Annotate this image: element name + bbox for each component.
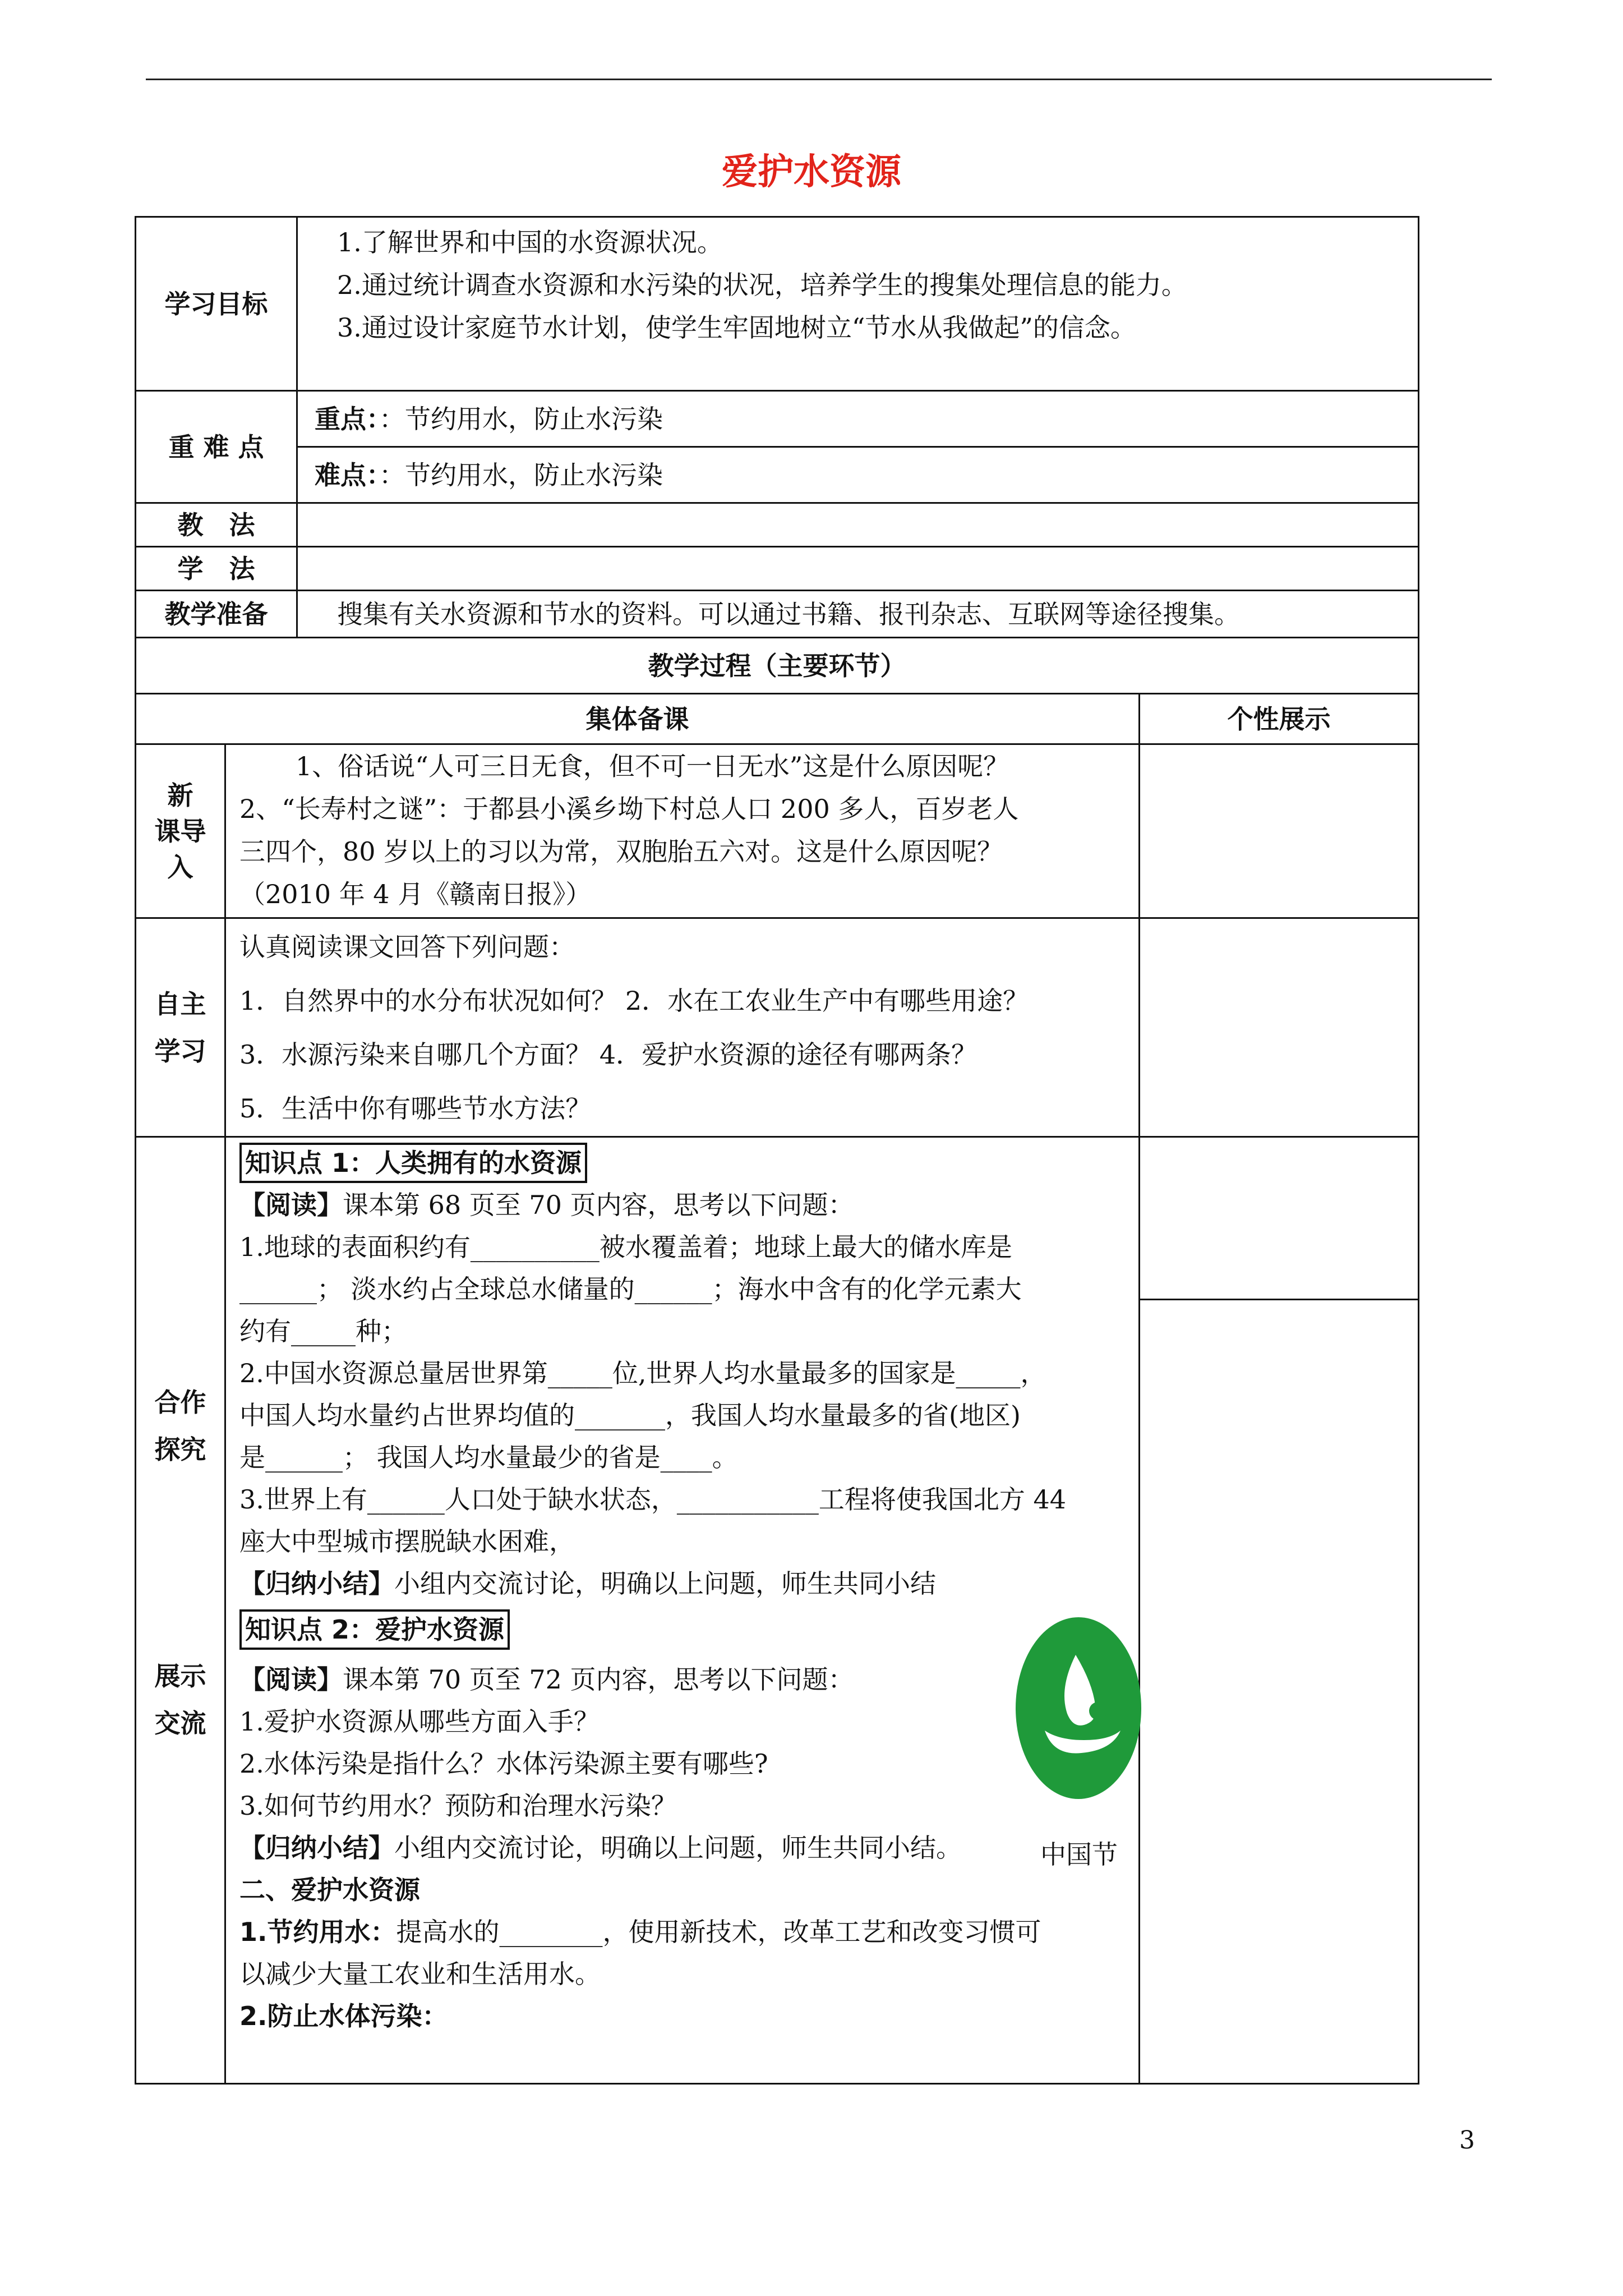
self-study-content — [225, 918, 1140, 1137]
self-study-line: 3．水源污染来自哪几个方面？ 4．爱护水资源的途径有哪两条？ — [239, 1039, 978, 1070]
difficulty-cell — [297, 447, 1419, 503]
lesson-plan-table — [135, 216, 1419, 2085]
kp1-line: 3.世界上有______人口处于缺水状态，___________工程将使我国北方 44 — [239, 1484, 1067, 1515]
kp1-summary: 【归纳小结】小组内交流讨论，明确以上问题，师生共同小结 — [239, 1568, 936, 1599]
difficulty-label: 难点： — [315, 459, 379, 490]
goal-item: 3.通过设计家庭节水计划，使学生牢固地树立“节水从我做起”的信念。 — [337, 312, 1136, 343]
intro-label: 新 课导 入 — [136, 744, 225, 918]
save-water-line-2: 以减少大量工农业和生活用水。 — [239, 1959, 601, 1989]
logo-inner-dot — [1089, 1702, 1107, 1720]
intro-line: （2010 年 4 月《赣南日报》） — [239, 879, 592, 909]
learn-method-row — [136, 547, 1419, 591]
section2-title: 二、爱护水资源 — [239, 1875, 420, 1905]
prevent-pollution: 2.防止水体污染： — [239, 2001, 448, 2031]
explore-content — [225, 1137, 1140, 2084]
process-header-row — [136, 638, 1419, 694]
process-header: 教学过程（主要环节） — [136, 638, 1419, 694]
self-study-personal — [1140, 918, 1419, 1137]
kp2-summary: 【归纳小结】小组内交流讨论，明确以上问题，师生共同小结。 — [239, 1833, 962, 1863]
kp1-line: 2.中国水资源总量居世界第_____位,世界人均水量最多的国家是_____， — [239, 1358, 1046, 1388]
kp1-line: 1.地球的表面积约有__________被水覆盖着；地球上最大的储水库是 — [239, 1232, 1012, 1262]
self-study-row — [136, 918, 1419, 1137]
focus-label: 重点： — [315, 403, 379, 434]
prep-content: 搜集有关水资源和节水的资料。可以通过书籍、报刊杂志、互联网等途径搜集。 — [297, 591, 1419, 638]
logo-caption: 中国节 — [1040, 1839, 1118, 1870]
learn-method-content — [297, 547, 1419, 591]
intro-content — [225, 744, 1140, 918]
focus-text: ：节约用水，防止水污染 — [379, 403, 663, 434]
self-study-line: 认真阅读课文回答下列问题： — [239, 931, 575, 962]
intro-personal — [1140, 744, 1419, 918]
goal-item: 1.了解世界和中国的水资源状况。 — [337, 227, 723, 257]
prep-row — [136, 591, 1419, 638]
goals-content — [297, 217, 1419, 391]
prep-label: 教学准备 — [136, 591, 297, 638]
difficulty-text: ：节约用水，防止水污染 — [379, 459, 663, 490]
learn-method-label: 学 法 — [136, 547, 297, 591]
difficulty-row — [136, 447, 1419, 503]
page-title: 爱护水资源 — [722, 151, 901, 193]
intro-line: 1、俗话说“人可三日无食，但不可一日无水”这是什么原因呢？ — [296, 751, 1009, 781]
self-study-label: 自主 学习 — [136, 918, 225, 1137]
kp2-title: 知识点 2：爱护水资源 — [239, 1609, 510, 1650]
explore-row-top — [136, 1137, 1419, 1300]
process-columns-row — [136, 694, 1419, 744]
intro-line: 2、“长寿村之谜”：于都县小溪乡坳下村总人口 200 多人，百岁老人 — [239, 794, 1019, 824]
self-study-line: 5．生活中你有哪些节水方法？ — [239, 1093, 592, 1124]
goals-row — [136, 217, 1419, 391]
goal-item: 2.通过统计调查水资源和水污染的状况，培养学生的搜集处理信息的能力。 — [337, 270, 1187, 300]
water-saving-logo — [1014, 1616, 1143, 1801]
focus-row — [136, 391, 1419, 447]
kp1-title: 知识点 1：人类拥有的水资源 — [239, 1143, 587, 1183]
kp1-line: 座大中型城市摆脱缺水困难， — [239, 1526, 575, 1557]
header-rule — [146, 79, 1492, 80]
teach-method-label: 教 法 — [136, 503, 297, 547]
goals-label: 学习目标 — [136, 217, 297, 391]
self-study-line: 1．自然界中的水分布状况如何？ 2．水在工农业生产中有哪些用途？ — [239, 985, 1029, 1016]
teach-method-row — [136, 503, 1419, 547]
kp2-line: 2.水体污染是指什么？水体污染源主要有哪些? — [239, 1749, 768, 1779]
focus-cell — [297, 391, 1419, 447]
teach-method-content — [297, 503, 1419, 547]
col-header-main: 集体备课 — [136, 694, 1140, 744]
page-number: 3 — [1459, 2126, 1475, 2155]
kp2-read: 【阅读】课本第 70 页至 72 页内容，思考以下问题： — [239, 1664, 854, 1695]
kp1-read: 【阅读】课本第 68 页至 70 页内容，思考以下问题： — [239, 1190, 854, 1220]
kp2-line: 1.爱护水资源从哪些方面入手？ — [239, 1706, 600, 1737]
intro-row — [136, 744, 1419, 918]
explore-personal-bottom — [1140, 1300, 1419, 2084]
save-water-line: 1.节约用水：提高水的________，使用新技术，改革工艺和改变习惯可 — [239, 1917, 1041, 1947]
explore-personal-top — [1140, 1137, 1419, 1300]
key-points-label: 重 难 点 — [136, 391, 297, 503]
kp1-line: 约有_____种； — [239, 1316, 407, 1346]
kp2-line: 3.如何节约用水？预防和治理水污染？ — [239, 1791, 677, 1821]
kp1-line: ______； 淡水约占全球总水储量的______；海水中含有的化学元素大 — [239, 1274, 1022, 1304]
col-header-personal: 个性展示 — [1140, 694, 1419, 744]
kp1-line: 中国人均水量约占世界均值的_______，我国人均水量最多的省(地区) — [239, 1400, 1021, 1430]
explore-label: 合作 探究 展示 交流 — [136, 1137, 225, 2084]
intro-line: 三四个，80 岁以上的习以为常，双胞胎五六对。这是什么原因呢？ — [239, 836, 1003, 867]
kp1-line: 是______； 我国人均水量最少的省是____。 — [239, 1442, 738, 1473]
